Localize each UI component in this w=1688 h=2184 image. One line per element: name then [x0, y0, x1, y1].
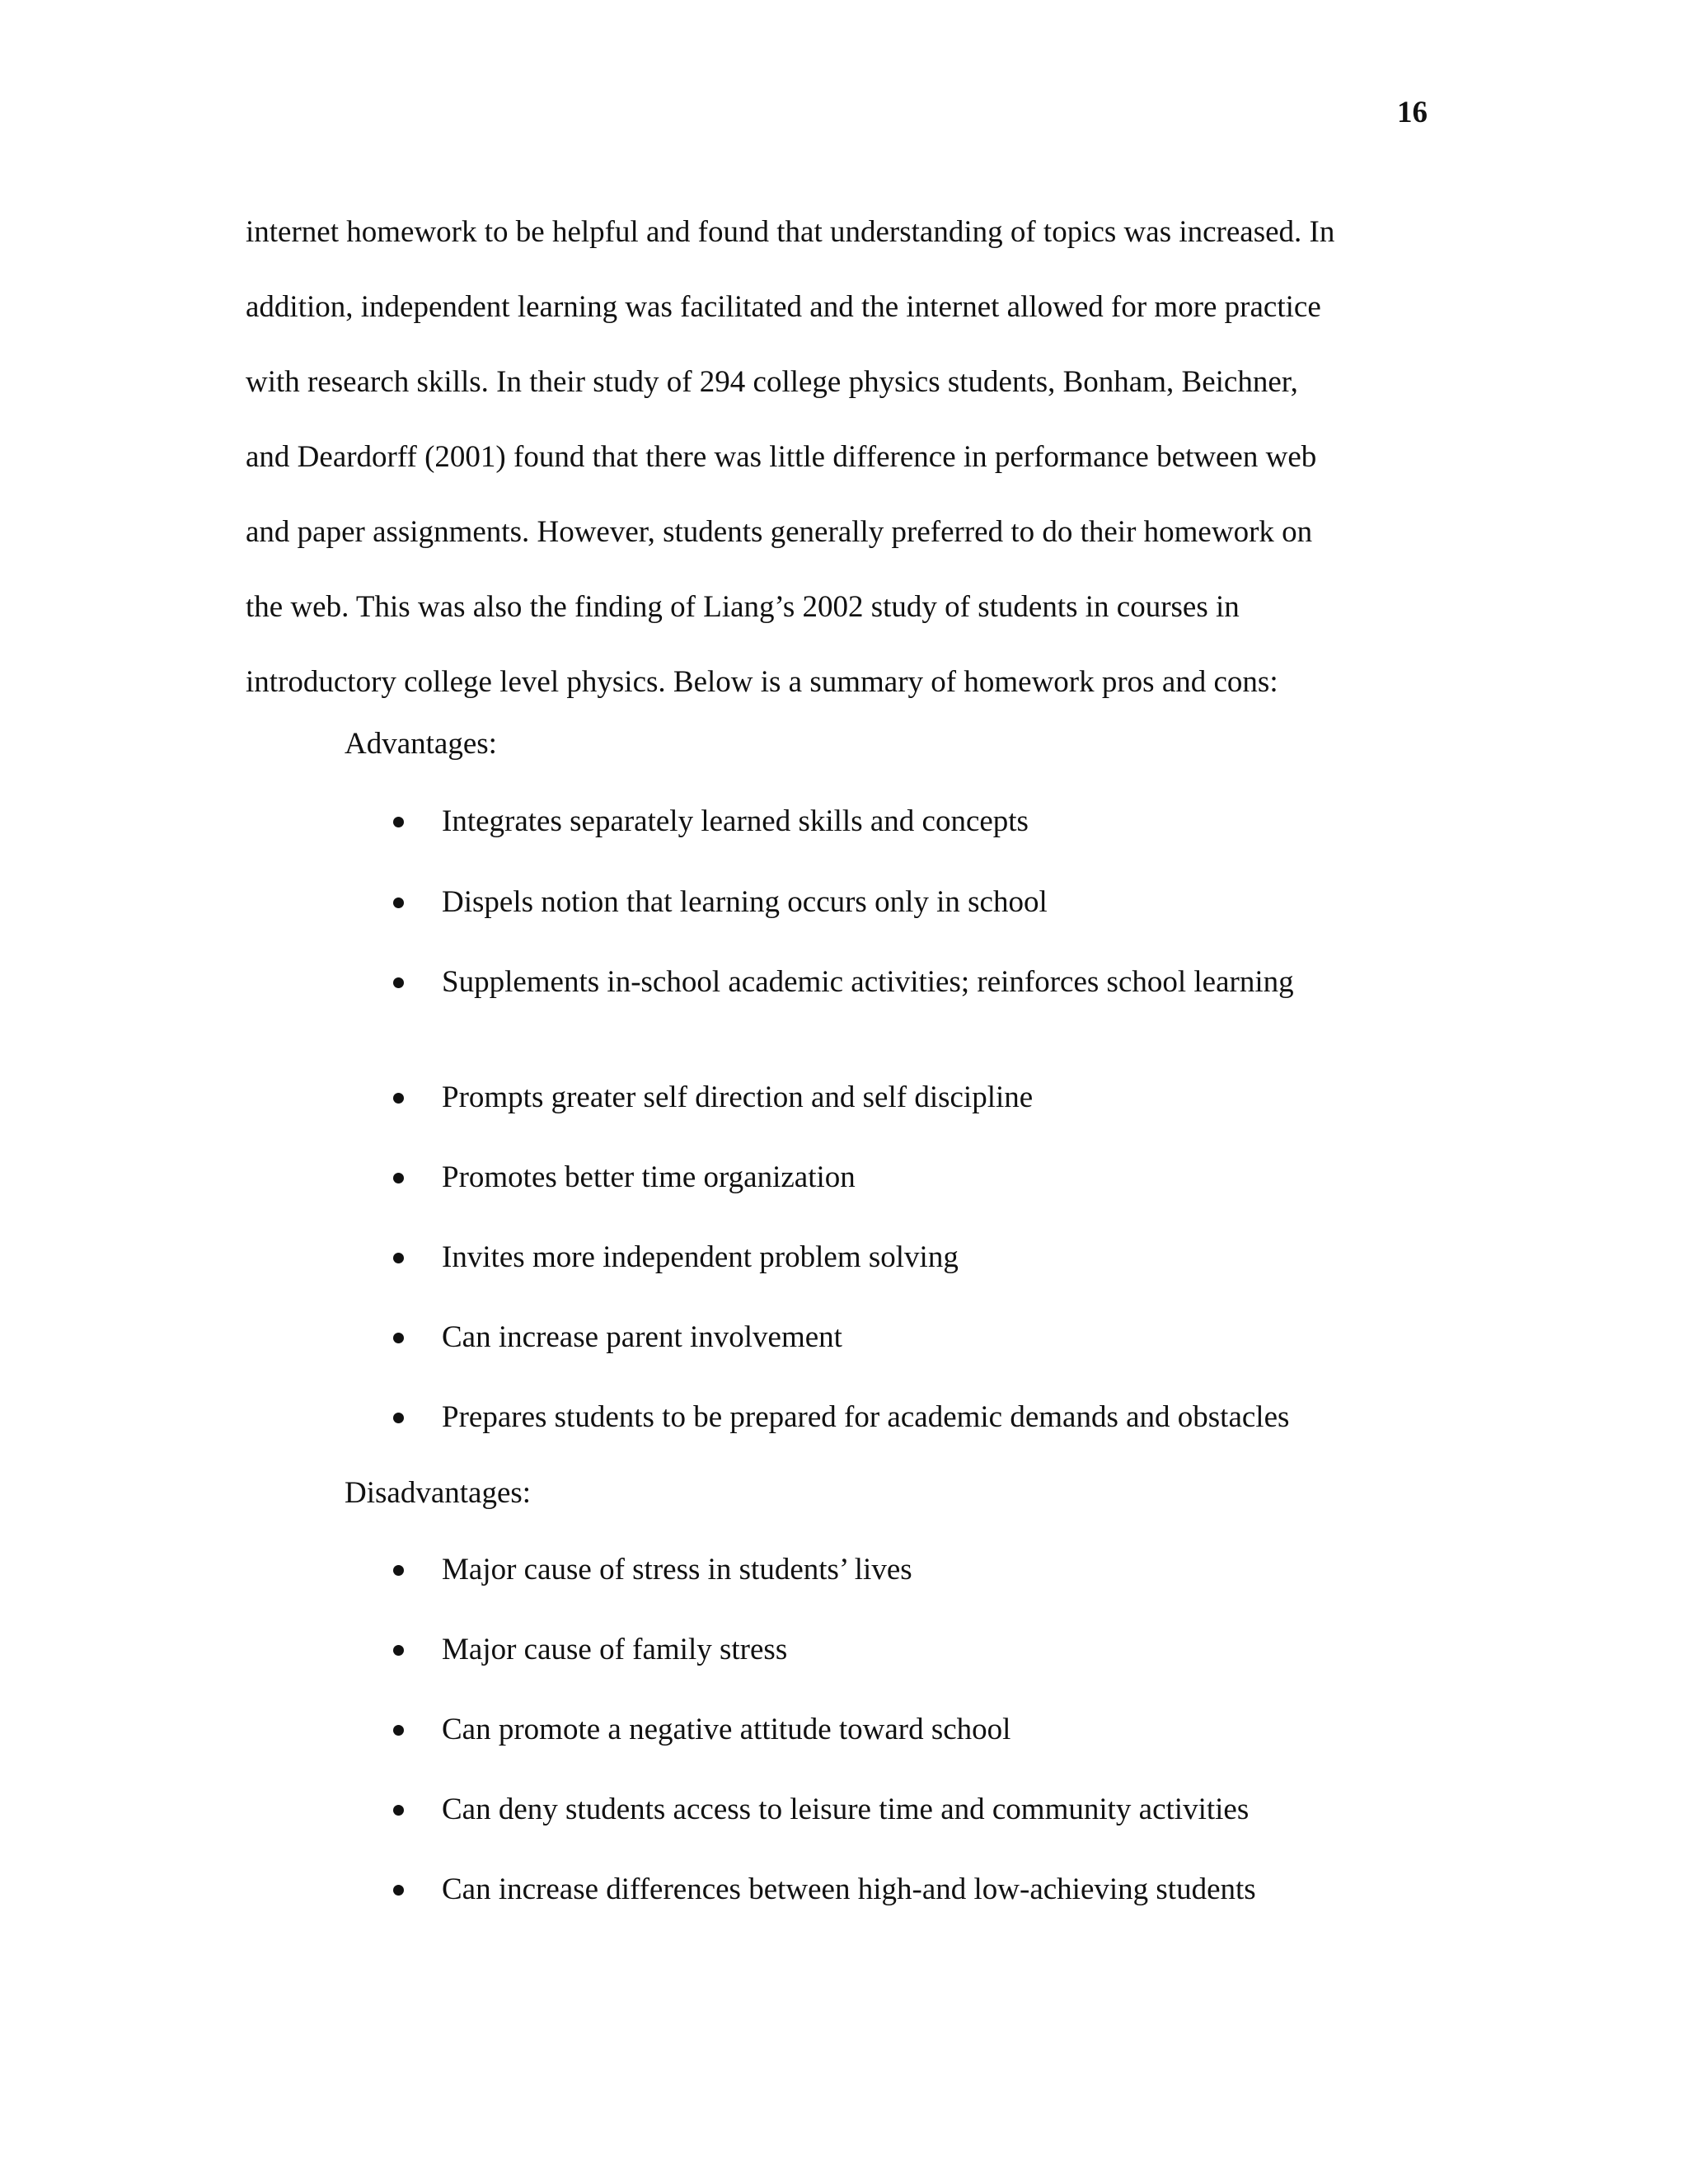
bullet-icon	[393, 1885, 404, 1896]
page-number: 16	[1397, 96, 1428, 129]
bullet-icon	[393, 817, 404, 827]
paragraph-line: internet homework to be helpful and found that understanding of topics was increased. In	[246, 215, 1335, 249]
paragraph	[246, 194, 1432, 719]
advantages-heading: Advantages:	[345, 727, 497, 761]
bullet-icon	[393, 1093, 404, 1104]
bullet-icon	[393, 1565, 404, 1576]
list-item-text: Major cause of family stress	[442, 1633, 788, 1666]
bullet-icon	[393, 1173, 404, 1183]
bullet-icon	[393, 898, 404, 908]
bullet-icon	[393, 1253, 404, 1263]
list-item-text: Promotes better time organization	[442, 1160, 856, 1194]
paragraph-line: and paper assignments. However, students generally preferred to do their homework on	[246, 515, 1313, 549]
bullet-icon	[393, 1805, 404, 1816]
bullet-icon	[393, 1725, 404, 1736]
bullet-icon	[393, 1645, 404, 1656]
paragraph-line: addition, independent learning was facilitated and the internet allowed for more practice	[246, 290, 1321, 324]
list-item-text: Can increase differences between high-and low-achieving students	[442, 1872, 1256, 1906]
list-item-text: Integrates separately learned skills and concepts	[442, 804, 1029, 838]
list-item-text: Can promote a negative attitude toward school	[442, 1713, 1011, 1746]
list-item-text: Can increase parent involvement	[442, 1320, 842, 1354]
paragraph-line: with research skills. In their study of 294 college physics students, Bonham, Beichner,	[246, 365, 1298, 399]
paragraph-line: the web. This was also the finding of Liang’s 2002 study of students in courses in	[246, 590, 1240, 624]
list-item-text: Can deny students access to leisure time and community activities	[442, 1793, 1250, 1826]
bullet-icon	[393, 1413, 404, 1423]
disadvantages-heading: Disadvantages:	[345, 1476, 532, 1510]
paragraph-line: introductory college level physics. Below is a summary of homework pros and cons:	[246, 665, 1278, 699]
list-item-text: Major cause of stress in students’ lives	[442, 1553, 912, 1586]
list-item-text: Dispels notion that learning occurs only in school	[442, 885, 1048, 919]
bullet-icon	[393, 1333, 404, 1343]
list-item-text: Supplements in-school academic activities; reinforces school learning	[442, 965, 1294, 999]
paragraph-line: and Deardorff (2001) found that there was little difference in performance between web	[246, 440, 1317, 474]
list-item-text: Prompts greater self direction and self discipline	[442, 1080, 1034, 1114]
list-item-text: Invites more independent problem solving	[442, 1240, 959, 1274]
list-item-text: Prepares students to be prepared for academic demands and obstacles	[442, 1400, 1290, 1434]
bullet-icon	[393, 977, 404, 988]
